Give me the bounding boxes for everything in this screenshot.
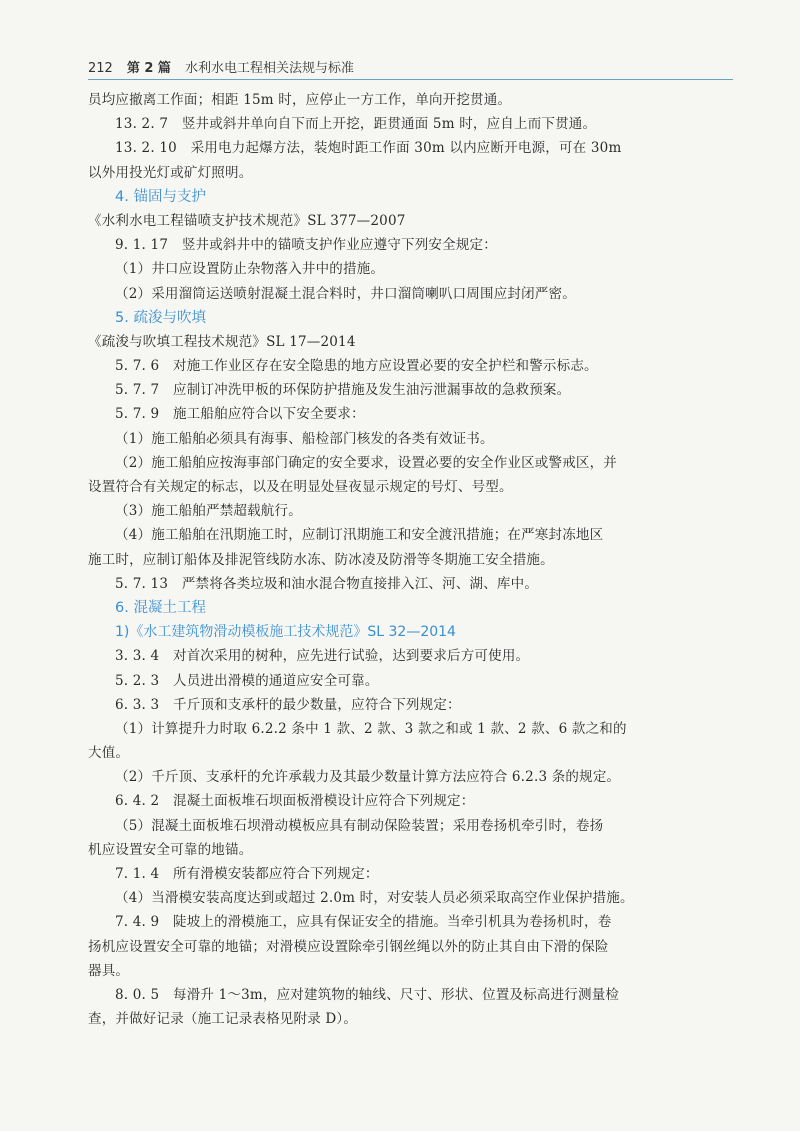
text-line: 机应设置安全可靠的地锚。	[88, 841, 253, 858]
clause-line: （4）施工船舶在汛期施工时，应制订汛期施工和安全渡汛措施；在严寒封冻地区	[115, 527, 604, 544]
clause-line: 5. 7. 6 对施工作业区存在安全隐患的地方应设置必要的安全护栏和警示标志。	[115, 358, 598, 375]
text-line: 扬机应设置安全可靠的地锚；对滑模应设置除牵引钢丝绳以外的防止其自由下滑的保险	[88, 938, 609, 955]
clause-line: （2）施工船舶应按海事部门确定的安全要求，设置必要的安全作业区或警戒区，并	[115, 454, 617, 471]
clause-line: 5. 7. 13 严禁将各类垃圾和油水混合物直接排入江、河、湖、库中。	[115, 575, 539, 592]
text-line: 大值。	[88, 745, 130, 762]
text-line: 以外用投光灯或矿灯照明。	[88, 164, 253, 181]
text-line: 施工时，应制订船体及排泥管线防水冻、防冰凌及防滑等冬期施工安全措施。	[88, 551, 554, 568]
subsection-heading: 1)《水工建筑物滑动模板施工技术规范》SL 32—2014	[115, 624, 456, 641]
part-label: 第 2 篇	[126, 61, 171, 76]
clause-line: 3. 3. 4 对首次采用的树种，应先进行试验，达到要求后方可使用。	[115, 648, 530, 665]
clause-line: 9. 1. 17 竖井或斜井中的锚喷支护作业应遵守下列安全规定：	[115, 237, 497, 254]
clause-line: 7. 1. 4 所有滑模安装都应符合下列规定：	[115, 866, 379, 882]
page-body	[88, 88, 738, 1031]
clause-line: （1）施工船舶必须具有海事、船检部门核发的各类有效证书。	[115, 430, 494, 447]
clause-line: （2）采用溜筒运送喷射混凝土混合料时，井口溜筒喇叭口周围应封闭严密。	[115, 285, 576, 302]
clause-line: （4）当滑模安装高度达到或超过 2.0m 时，对安装人员必须采取高空作业保护措施。	[115, 890, 634, 907]
clause-line: （1）计算提升力时取 6.2.2 条中 1 款、2 款、3 款之和或 1 款、2 款、6 款之和的	[115, 720, 627, 737]
clause-line: （1）井口应设置防止杂物落入井中的措施。	[115, 261, 385, 278]
text-line: 设置符合有关规定的标志，以及在明显处昼夜显示规定的号灯、号型。	[88, 479, 513, 495]
page-number: 212	[88, 61, 113, 76]
clause-line: （3）施工船舶严禁超载航行。	[115, 503, 302, 520]
part-title: 水利水电工程相关法规与标准	[184, 61, 354, 76]
clause-line: 13. 2. 10 采用电力起爆方法，装炮时距工作面 30m 以内应断开电源，可在 30m	[115, 140, 622, 157]
standard-title: 《疏浚与吹填工程技术规范》SL 17—2014	[88, 333, 356, 350]
text-line: 员均应撤离工作面；相距 15m 时，应停止一方工作，单向开挖贯通。	[88, 92, 512, 108]
clause-line: （5）混凝土面板堆石坝滑动模板应具有制动保险装置；采用卷扬机牵引时，卷扬	[115, 817, 604, 834]
standard-title: 《水利水电工程锚喷支护技术规范》SL 377—2007	[88, 212, 406, 229]
section-heading: 4. 锚固与支护	[115, 188, 206, 205]
clause-line: 6. 4. 2 混凝土面板堆石坝面板滑模设计应符合下列规定：	[115, 793, 475, 810]
text-line: 查，并做好记录（施工记录表格见附录 D）。	[88, 1011, 358, 1028]
clause-line: 5. 2. 3 人员进出滑模的通道应安全可靠。	[115, 672, 379, 689]
section-heading: 5. 疏浚与吹填	[115, 309, 206, 326]
text-line: 器具。	[88, 962, 130, 979]
header-divider	[88, 79, 733, 80]
clause-line: 7. 4. 9 陡坡上的滑模施工，应具有保证安全的措施。当牵引机具为卷扬机时，卷	[115, 914, 612, 931]
clause-line: 5. 7. 9 施工船舶应符合以下安全要求：	[115, 406, 365, 423]
clause-line: （2）千斤顶、支承杆的允许承载力及其最少数量计算方法应符合 6.2.3 条的规定。	[115, 769, 621, 786]
clause-line: 6. 3. 3 千斤顶和支承杆的最少数量，应符合下列规定：	[115, 696, 461, 713]
clause-line: 13. 2. 7 竖井或斜井单向自下而上开挖，距贯通面 5m 时，应自上而下贯通。	[115, 116, 597, 133]
clause-line: 5. 7. 7 应制订冲洗甲板的环保防护措施及发生油污泄漏事故的急救预案。	[115, 382, 571, 399]
page-header	[88, 52, 738, 82]
clause-line: 8. 0. 5 每滑升 1～3m，应对建筑物的轴线、尺寸、形状、位置及标高进行测量检	[115, 986, 620, 1003]
section-heading: 6. 混凝土工程	[115, 599, 206, 616]
